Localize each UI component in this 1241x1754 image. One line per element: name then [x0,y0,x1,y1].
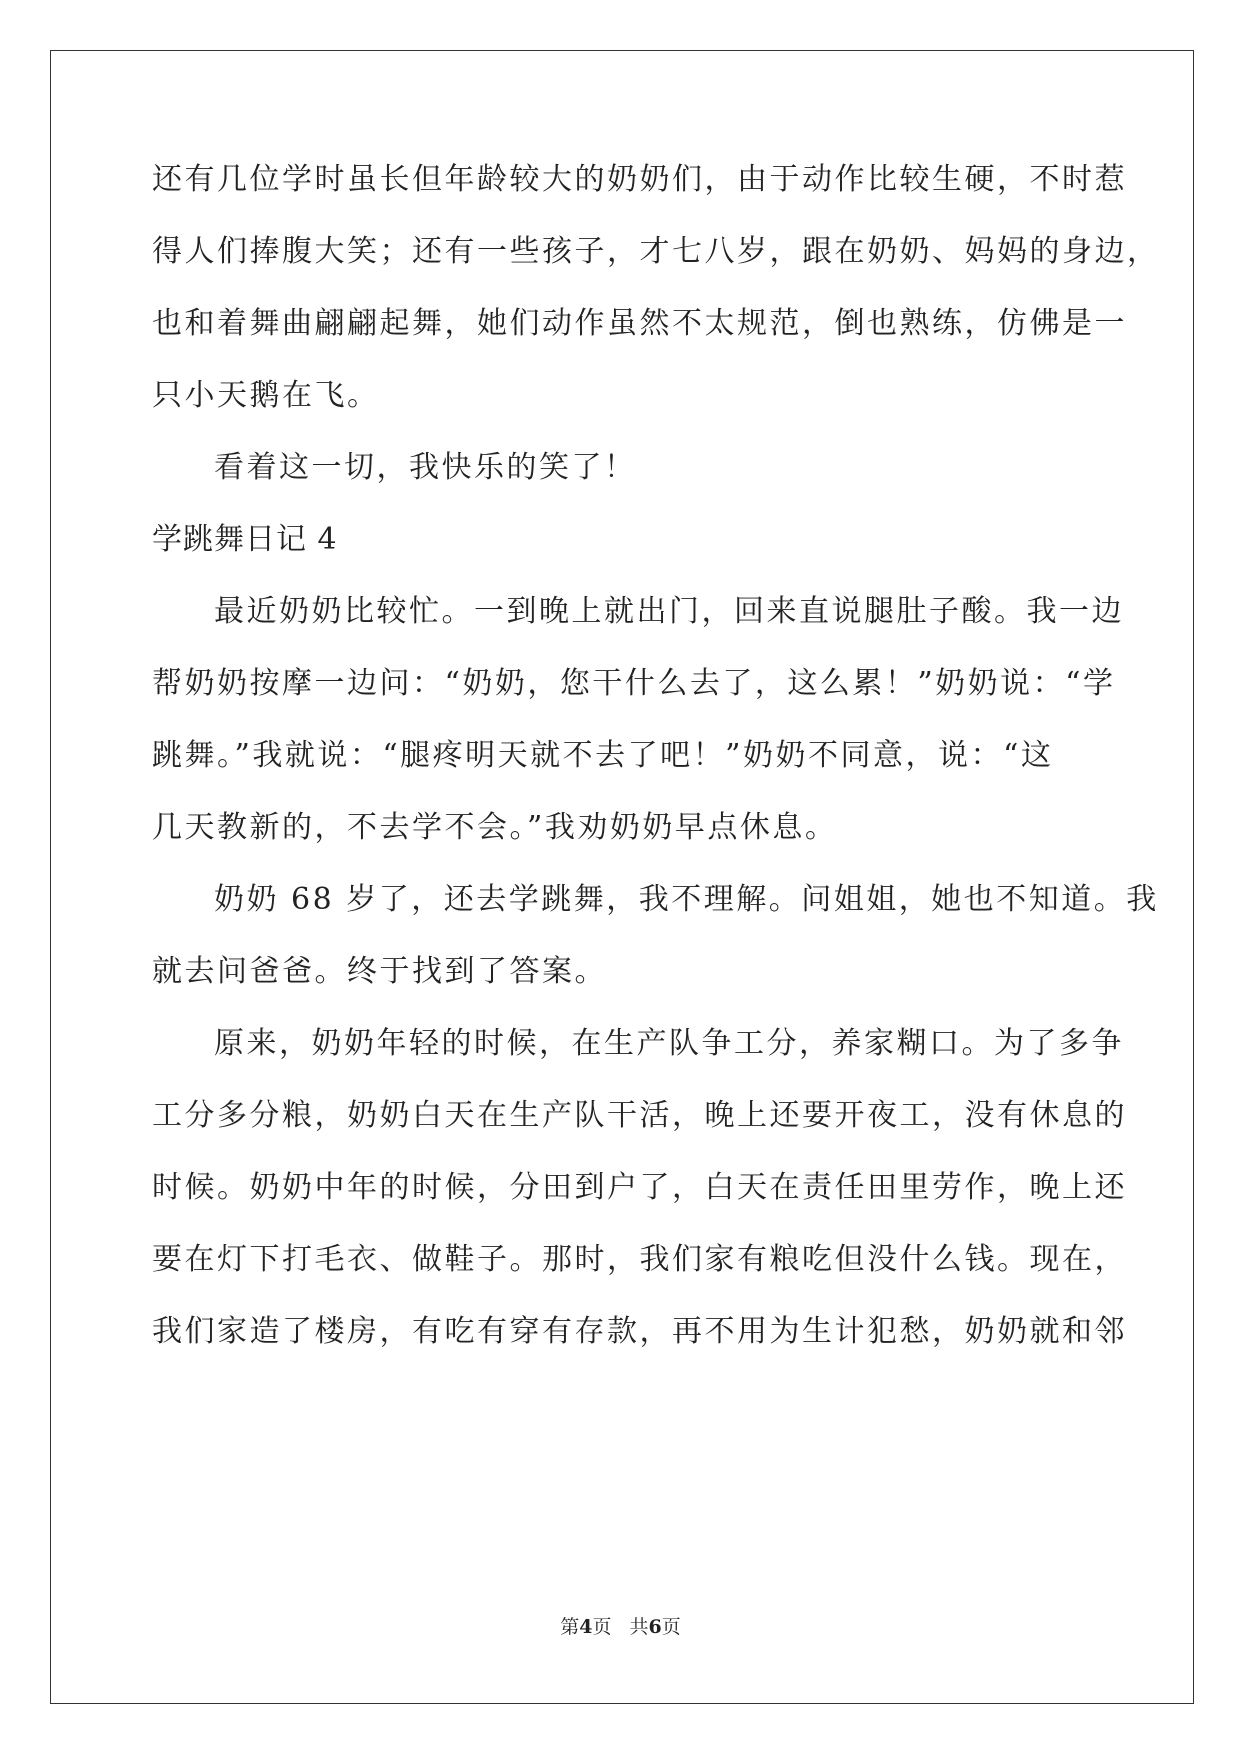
text-line: 工分多分粮，奶奶白天在生产队干活，晚上还要开夜工，没有休息的 [152,1098,1127,1133]
total-pages-number: 6 [648,1616,662,1638]
text-line: 奶奶 68 岁了，还去学跳舞，我不理解。问姐姐，她也不知道。我 [214,882,1159,917]
current-page-number: 4 [579,1616,593,1638]
text-line: 时候。奶奶中年的时候，分田到户了，白天在责任田里劳作，晚上还 [152,1170,1127,1205]
footer-prefix: 第 [560,1616,580,1638]
text-line: 看着这一切，我快乐的笑了！ [214,450,637,485]
text-line: 得人们捧腹大笑；还有一些孩子，才七八岁，跟在奶奶、妈妈的身边， [152,234,1160,269]
page-footer [0,1615,1241,1639]
text-line: 也和着舞曲翩翩起舞，她们动作虽然不太规范，倒也熟练，仿佛是一 [152,306,1127,341]
text-line: 跳舞。”我就说：“腿疼明天就不去了吧！”奶奶不同意，说：“这 [152,738,1054,773]
text-line: 还有几位学时虽长但年龄较大的奶奶们，由于动作比较生硬，不时惹 [152,162,1127,197]
text-line: 最近奶奶比较忙。一到晚上就出门，回来直说腿肚子酸。我一边 [214,594,1124,629]
text-line: 帮奶奶按摩一边问：“奶奶，您干什么去了，这么累！”奶奶说：“学 [152,666,1116,701]
footer-total-prefix: 共 [629,1616,649,1638]
text-line: 要在灯下打毛衣、做鞋子。那时，我们家有粮吃但没什么钱。现在， [152,1242,1127,1277]
page-border [50,50,1194,1704]
text-line: 原来，奶奶年轻的时候，在生产队争工分，养家糊口。为了多争 [214,1026,1124,1061]
text-line: 就去问爸爸。终于找到了答案。 [152,954,607,989]
text-line: 只小天鹅在飞。 [152,378,380,413]
section-heading: 学跳舞日记 4 [152,522,338,557]
footer-total-suffix: 页 [661,1616,681,1638]
text-line: 我们家造了楼房，有吃有穿有存款，再不用为生计犯愁，奶奶就和邻 [152,1314,1127,1349]
footer-page-suffix: 页 [592,1616,612,1638]
text-line: 几天教新的，不去学不会。”我劝奶奶早点休息。 [152,810,838,845]
